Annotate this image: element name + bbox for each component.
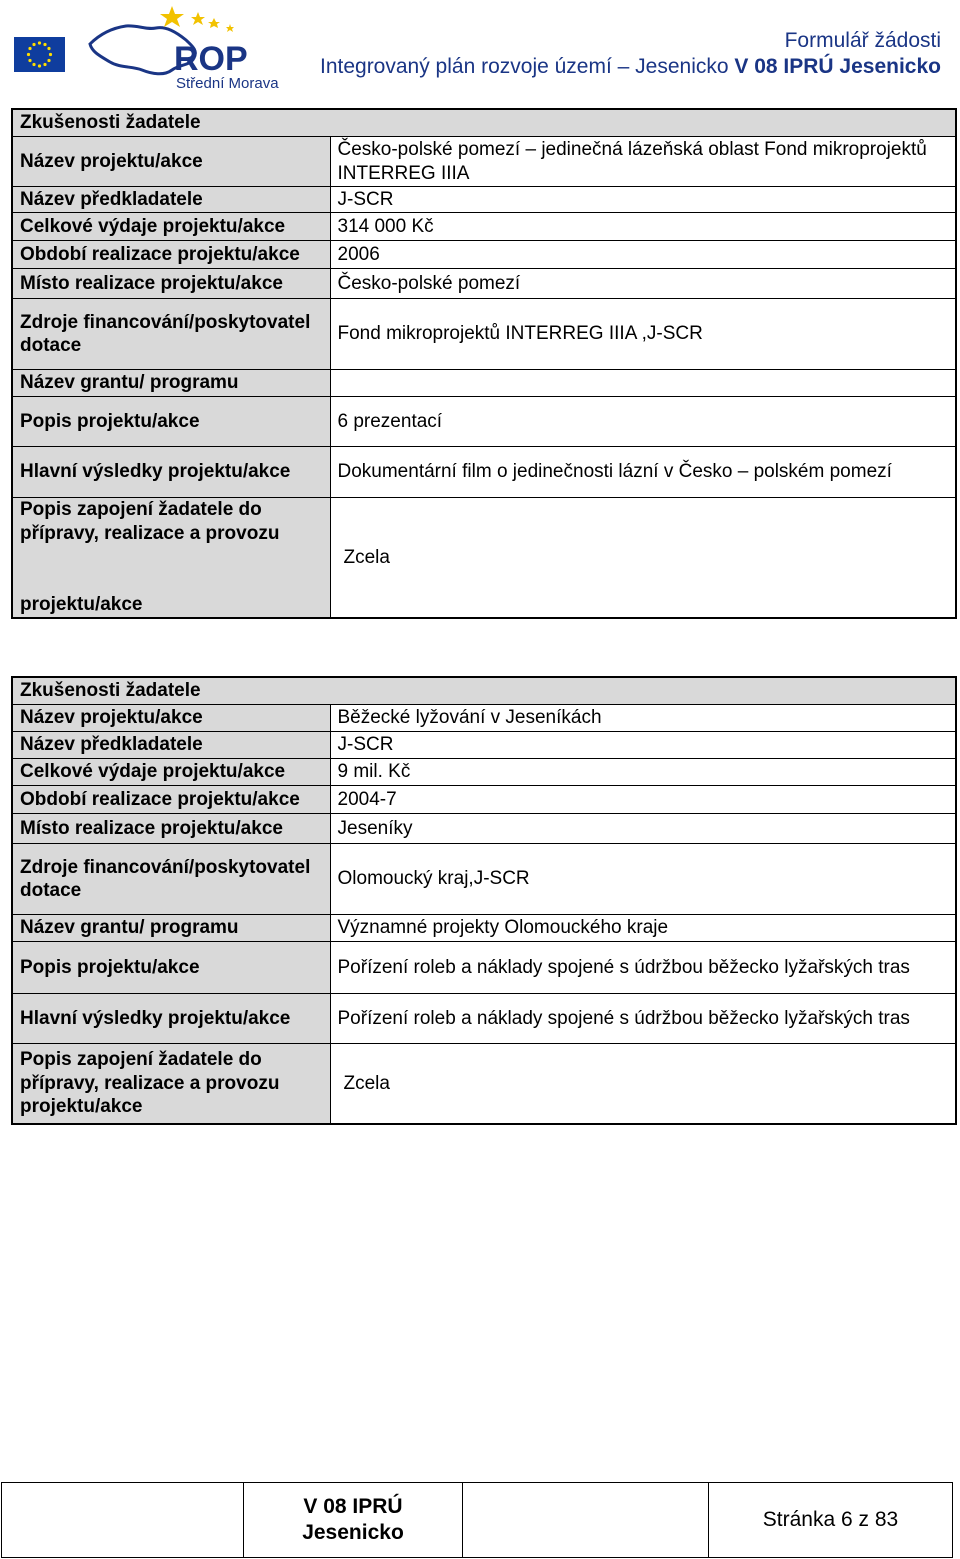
row-value: Zcela — [330, 498, 956, 618]
row-value: Fond mikroprojektů INTERREG IIIA ,J-SCR — [330, 299, 956, 370]
table-row — [12, 844, 956, 915]
row-label: Období realizace projektu/akce — [12, 786, 330, 814]
row-value: J-SCR — [330, 732, 956, 759]
table-row — [12, 269, 956, 299]
row-value: Česko-polské pomezí – jedinečná lázeňská oblast Fond mikroprojektů INTERREG IIIA — [330, 137, 956, 187]
row-label: Název předkladatele — [12, 732, 330, 759]
form-subtitle — [320, 55, 941, 79]
footer-empty-cell — [2, 1483, 244, 1558]
table-row — [12, 705, 956, 732]
table-row — [12, 915, 956, 942]
row-value: Česko-polské pomezí — [330, 269, 956, 299]
footer-doc-line2: Jesenicko — [302, 1521, 404, 1544]
table-row — [12, 786, 956, 814]
row-label: Místo realizace projektu/akce — [12, 814, 330, 844]
row-label: Celkové výdaje projektu/akce — [12, 213, 330, 241]
table-row — [12, 137, 956, 187]
row-value: J-SCR — [330, 187, 956, 213]
row-label: Popis projektu/akce — [12, 397, 330, 447]
form-title: Formulář žádosti — [784, 29, 941, 52]
table-row — [12, 994, 956, 1044]
row-value: Zcela — [330, 1044, 956, 1124]
row-label: Zdroje financování/poskytovatel dotace — [12, 844, 330, 915]
row-value: 2006 — [330, 241, 956, 269]
row-value: 314 000 Kč — [330, 213, 956, 241]
row-value — [330, 370, 956, 397]
row-label: Zdroje financování/poskytovatel dotace — [12, 299, 330, 370]
table-row — [12, 187, 956, 213]
table-title: Zkušenosti žadatele — [12, 109, 956, 137]
footer-empty-cell — [463, 1483, 709, 1558]
row-label: Název projektu/akce — [12, 705, 330, 732]
rop-logo-text: ROP — [174, 40, 248, 78]
row-label: Popis projektu/akce — [12, 942, 330, 994]
rop-logo-subtext: Střední Morava — [176, 75, 279, 92]
table-row — [12, 397, 956, 447]
table-row — [12, 241, 956, 269]
row-label-tail: projektu/akce — [20, 594, 143, 615]
row-value: Významné projekty Olomouckého kraje — [330, 915, 956, 942]
table-row — [12, 942, 956, 994]
row-label-main: Popis zapojení žadatele do přípravy, realizace a provozu — [20, 499, 280, 544]
table-row — [12, 213, 956, 241]
row-value: Pořízení roleb a náklady spojené s údržbou běžecko lyžařských tras — [330, 994, 956, 1044]
table-row — [12, 1044, 956, 1124]
table-row — [12, 759, 956, 786]
footer-doc-id — [244, 1483, 463, 1558]
row-value: Dokumentární film o jedinečnosti lázní v Česko – polském pomezí — [330, 447, 956, 498]
row-label: Místo realizace projektu/akce — [12, 269, 330, 299]
eu-flag-icon — [14, 37, 65, 72]
row-value: Olomoucký kraj,J-SCR — [330, 844, 956, 915]
row-value: Běžecké lyžování v Jeseníkách — [330, 705, 956, 732]
table-row — [12, 814, 956, 844]
subtitle-bold: V 08 IPRÚ Jesenicko — [734, 55, 941, 78]
table-title-row — [12, 677, 956, 705]
page-header — [0, 0, 960, 100]
row-value: Pořízení roleb a náklady spojené s údržbou běžecko lyžařských tras — [330, 942, 956, 994]
row-label: Název grantu/ programu — [12, 370, 330, 397]
table-row — [12, 370, 956, 397]
row-label — [12, 498, 330, 618]
row-label: Popis zapojení žadatele do přípravy, realizace a provozu projektu/akce — [12, 1044, 330, 1124]
table-title-row — [12, 109, 956, 137]
page-number: Stránka 6 z 83 — [709, 1483, 953, 1558]
row-value: 2004-7 — [330, 786, 956, 814]
row-label: Název předkladatele — [12, 187, 330, 213]
experience-table-2 — [11, 676, 957, 1125]
row-label: Období realizace projektu/akce — [12, 241, 330, 269]
table-row — [12, 732, 956, 759]
row-value: Jeseníky — [330, 814, 956, 844]
row-label: Název grantu/ programu — [12, 915, 330, 942]
row-label: Název projektu/akce — [12, 137, 330, 187]
table-title: Zkušenosti žadatele — [12, 677, 956, 705]
experience-table-1 — [11, 108, 957, 619]
table-row — [12, 447, 956, 498]
subtitle-regular: Integrovaný plán rozvoje území – Jesenicko — [319, 55, 735, 78]
table-row — [12, 299, 956, 370]
footer-doc-line1: V 08 IPRÚ — [303, 1495, 403, 1518]
row-value: 6 prezentací — [330, 397, 956, 447]
table-row — [12, 498, 956, 618]
page-footer — [1, 1482, 953, 1558]
row-label: Hlavní výsledky projektu/akce — [12, 994, 330, 1044]
row-label: Hlavní výsledky projektu/akce — [12, 447, 330, 498]
row-value: 9 mil. Kč — [330, 759, 956, 786]
rop-logo — [86, 4, 282, 92]
row-label: Celkové výdaje projektu/akce — [12, 759, 330, 786]
